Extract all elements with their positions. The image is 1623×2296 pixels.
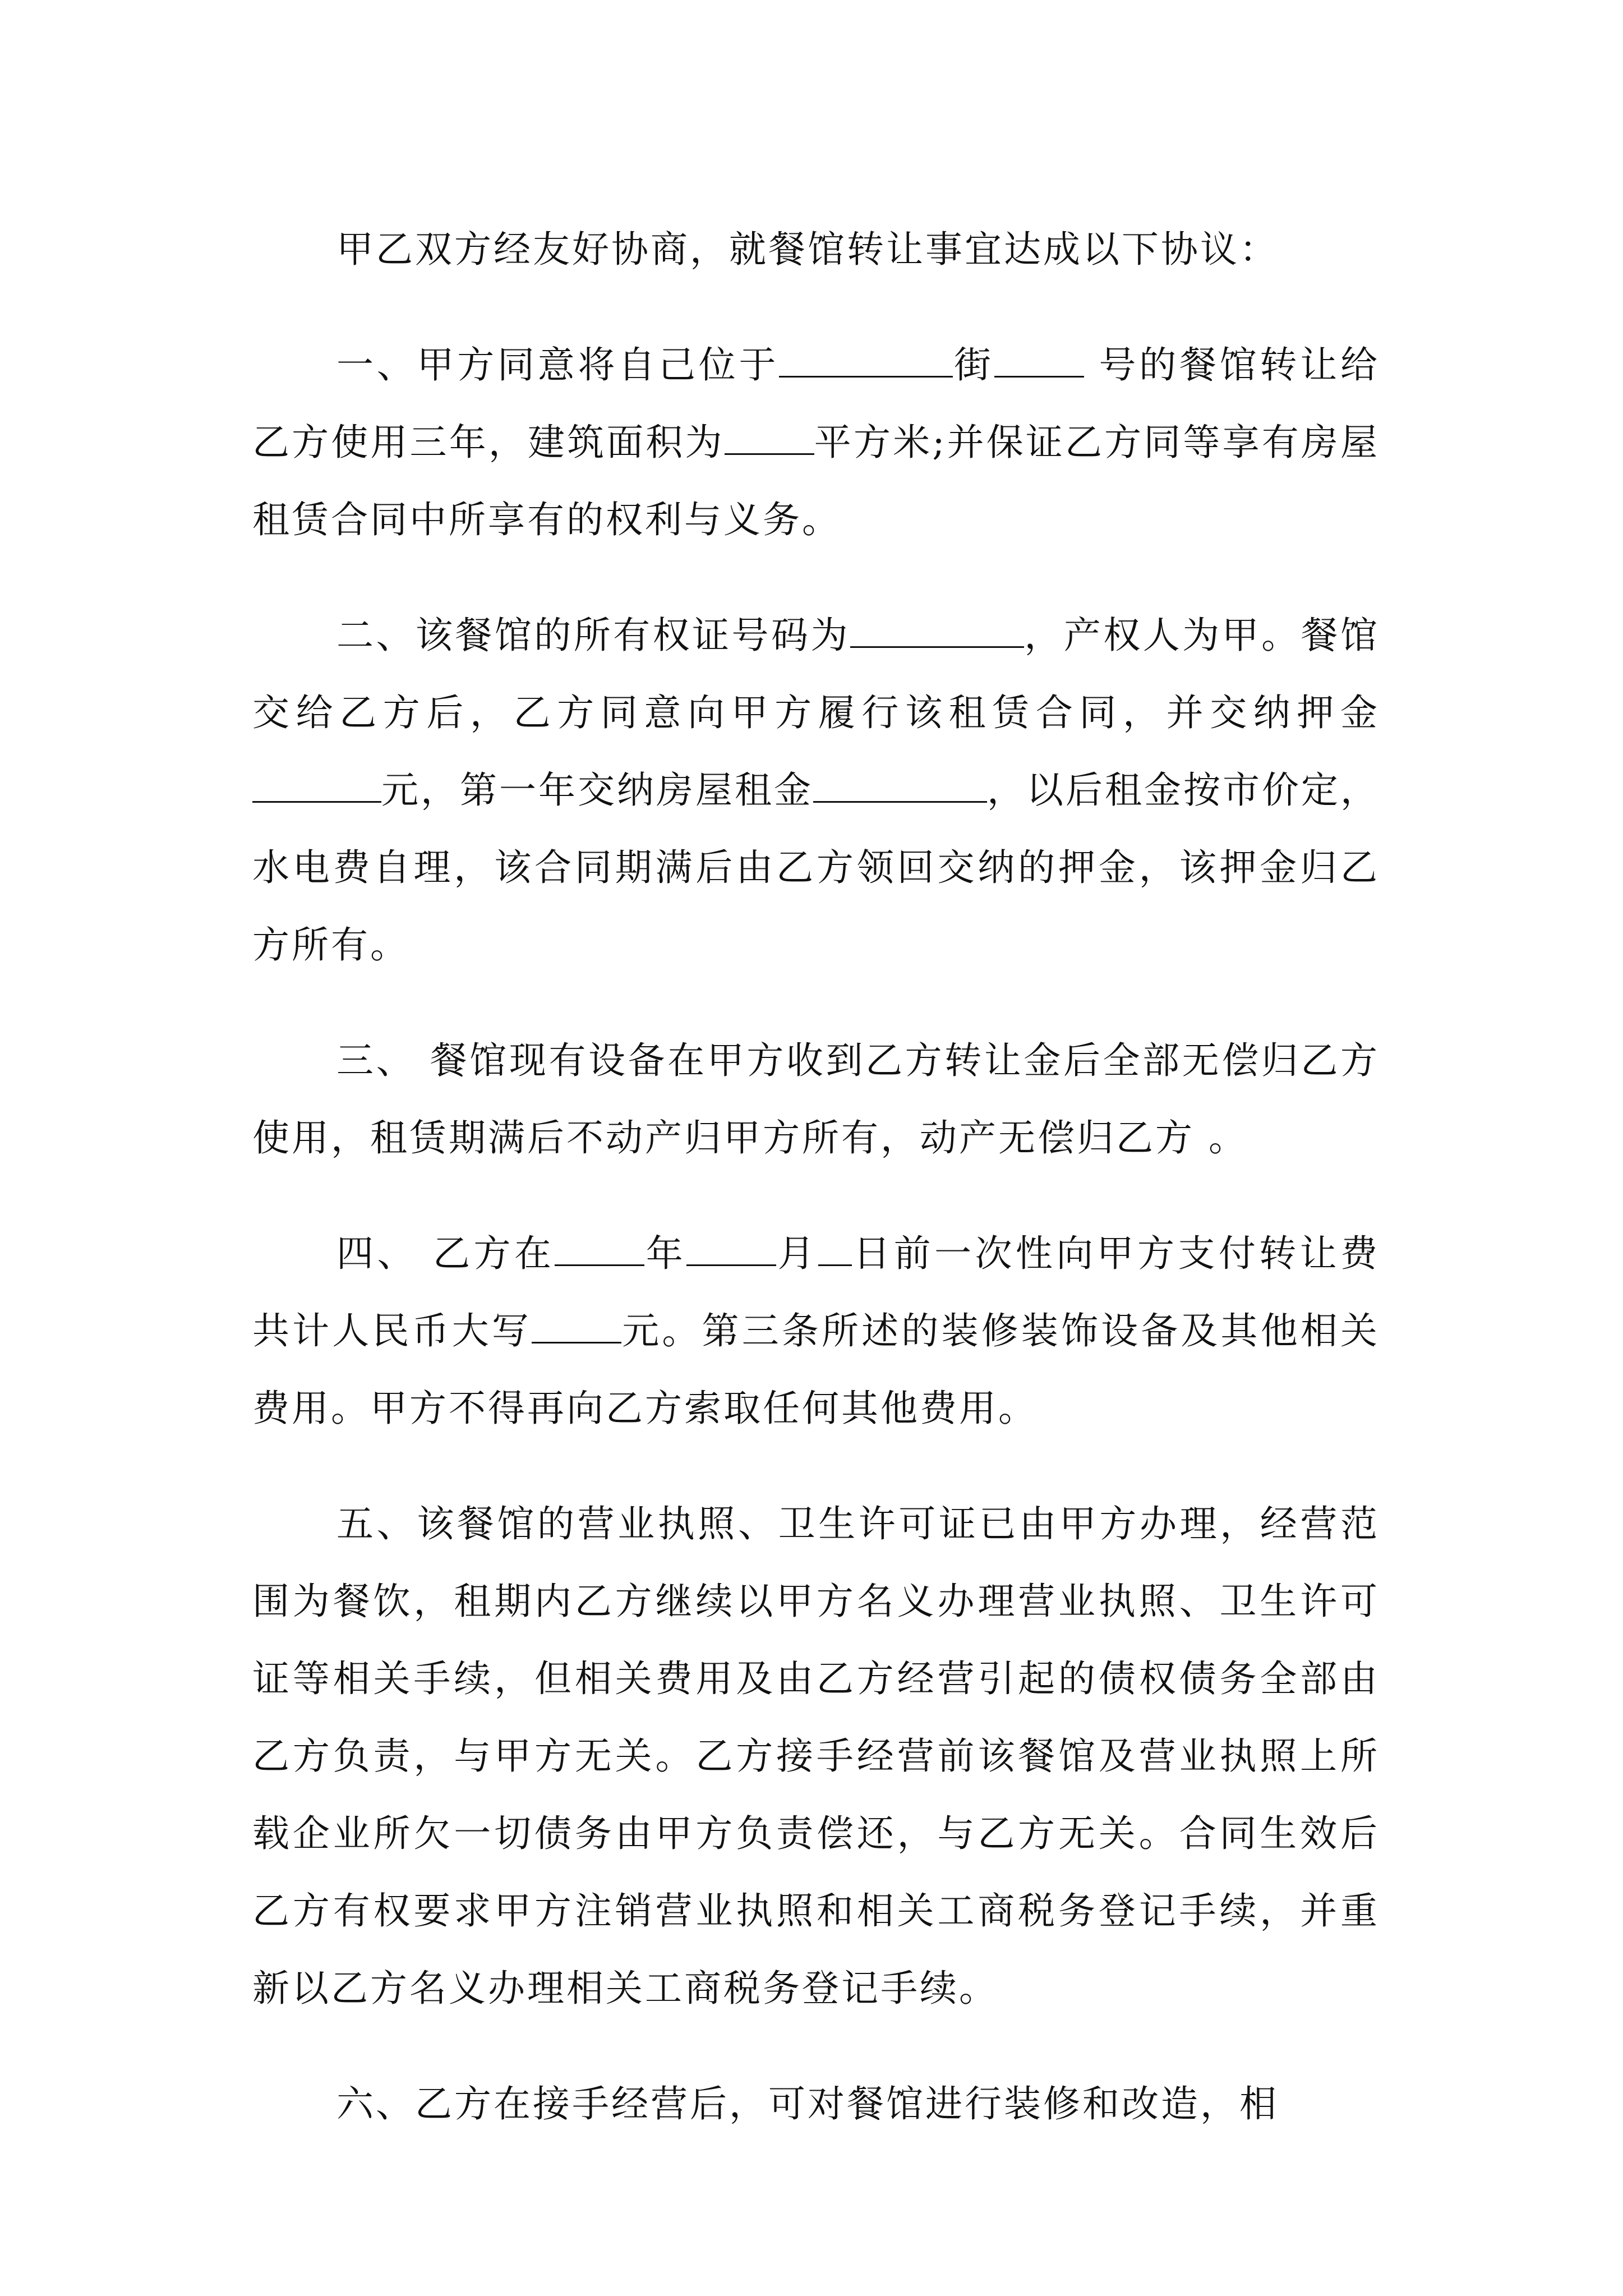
intro-paragraph: 甲乙双方经友好协商，就餐馆转让事宜达成以下协议： bbox=[336, 228, 1279, 271]
ownership-cert-blank bbox=[850, 613, 1024, 648]
clause-2-text-a: 二、该餐馆的所有权证号码为 bbox=[336, 614, 850, 657]
clause-2-text-d: ，以后租金按市价定，水电费自理，该合同期满后由乙方领回交纳的押金，该押金归乙方所有。 bbox=[252, 769, 1380, 967]
clause-5: 五、该餐馆的营业执照、卫生许可证已由甲方办理，经营范围为餐饮，租期内乙方继续以甲方名义办理营业执照、卫生许可证等相关手续，但相关费用及由乙方经营引起的债权债务全部由乙方负责，与甲方无关。乙方接手经营前该餐馆及营业执照上所载企业所欠一切债务由甲方负责偿还，与乙方无关。合同生效后乙方有权要求甲方注销营业执照和相关工商税务登记手续，并重新以乙方名义办理相关工商税务登记手续。 bbox=[252, 1502, 1380, 2010]
deposit-blank bbox=[252, 767, 381, 803]
day-blank bbox=[818, 1231, 852, 1266]
year-blank bbox=[555, 1231, 644, 1266]
clause-1 bbox=[252, 326, 1380, 559]
clause-1-text-c: 号的餐馆转让给乙方使用三年，建筑面积为 bbox=[252, 343, 1380, 464]
area-blank bbox=[725, 420, 814, 455]
clause-4-text-e: 元。第三条所述的装修装饰设备及其他相关费用。甲方不得再向乙方索取任何其他费用。 bbox=[252, 1309, 1380, 1430]
clause-4-text-a: 四、 乙方在 bbox=[336, 1232, 555, 1275]
clause-2-text-b: ，产权人为甲。餐馆交给乙方后，乙方同意向甲方履行该租赁合同，并交纳押金 bbox=[252, 614, 1380, 734]
clause-4 bbox=[252, 1215, 1380, 1447]
first-year-rent-blank bbox=[813, 767, 987, 803]
agreement-body bbox=[252, 211, 1380, 2181]
clause-1-text-d: 平方米;并保证乙方同等享有房屋租赁合同中所享有的权利与义务。 bbox=[252, 421, 1380, 541]
clause-1-text-b: 街 bbox=[953, 343, 994, 386]
clause-3: 三、 餐馆现有设备在甲方收到乙方转让金后全部无偿归乙方使用，租赁期满后不动产归甲方所有，动产无偿归乙方 。 bbox=[252, 1039, 1380, 1159]
clause-4-text-c: 月 bbox=[776, 1232, 818, 1275]
clause-1-text-a: 一、甲方同意将自己位于 bbox=[336, 343, 780, 386]
clause-2-text-c: 元，第一年交纳房屋租金 bbox=[381, 769, 813, 812]
transfer-fee-blank bbox=[532, 1308, 621, 1343]
house-number-blank bbox=[994, 342, 1084, 378]
street-blank bbox=[779, 342, 953, 378]
clause-4-text-b: 年 bbox=[644, 1232, 687, 1275]
clause-6: 六、乙方在接手经营后，可对餐馆进行装修和改造，相 bbox=[336, 2082, 1279, 2125]
clause-2 bbox=[252, 597, 1380, 984]
month-blank bbox=[686, 1231, 776, 1266]
clause-4-text-d: 日前一次性向甲方支付转让费共计人民币大写 bbox=[252, 1232, 1380, 1352]
